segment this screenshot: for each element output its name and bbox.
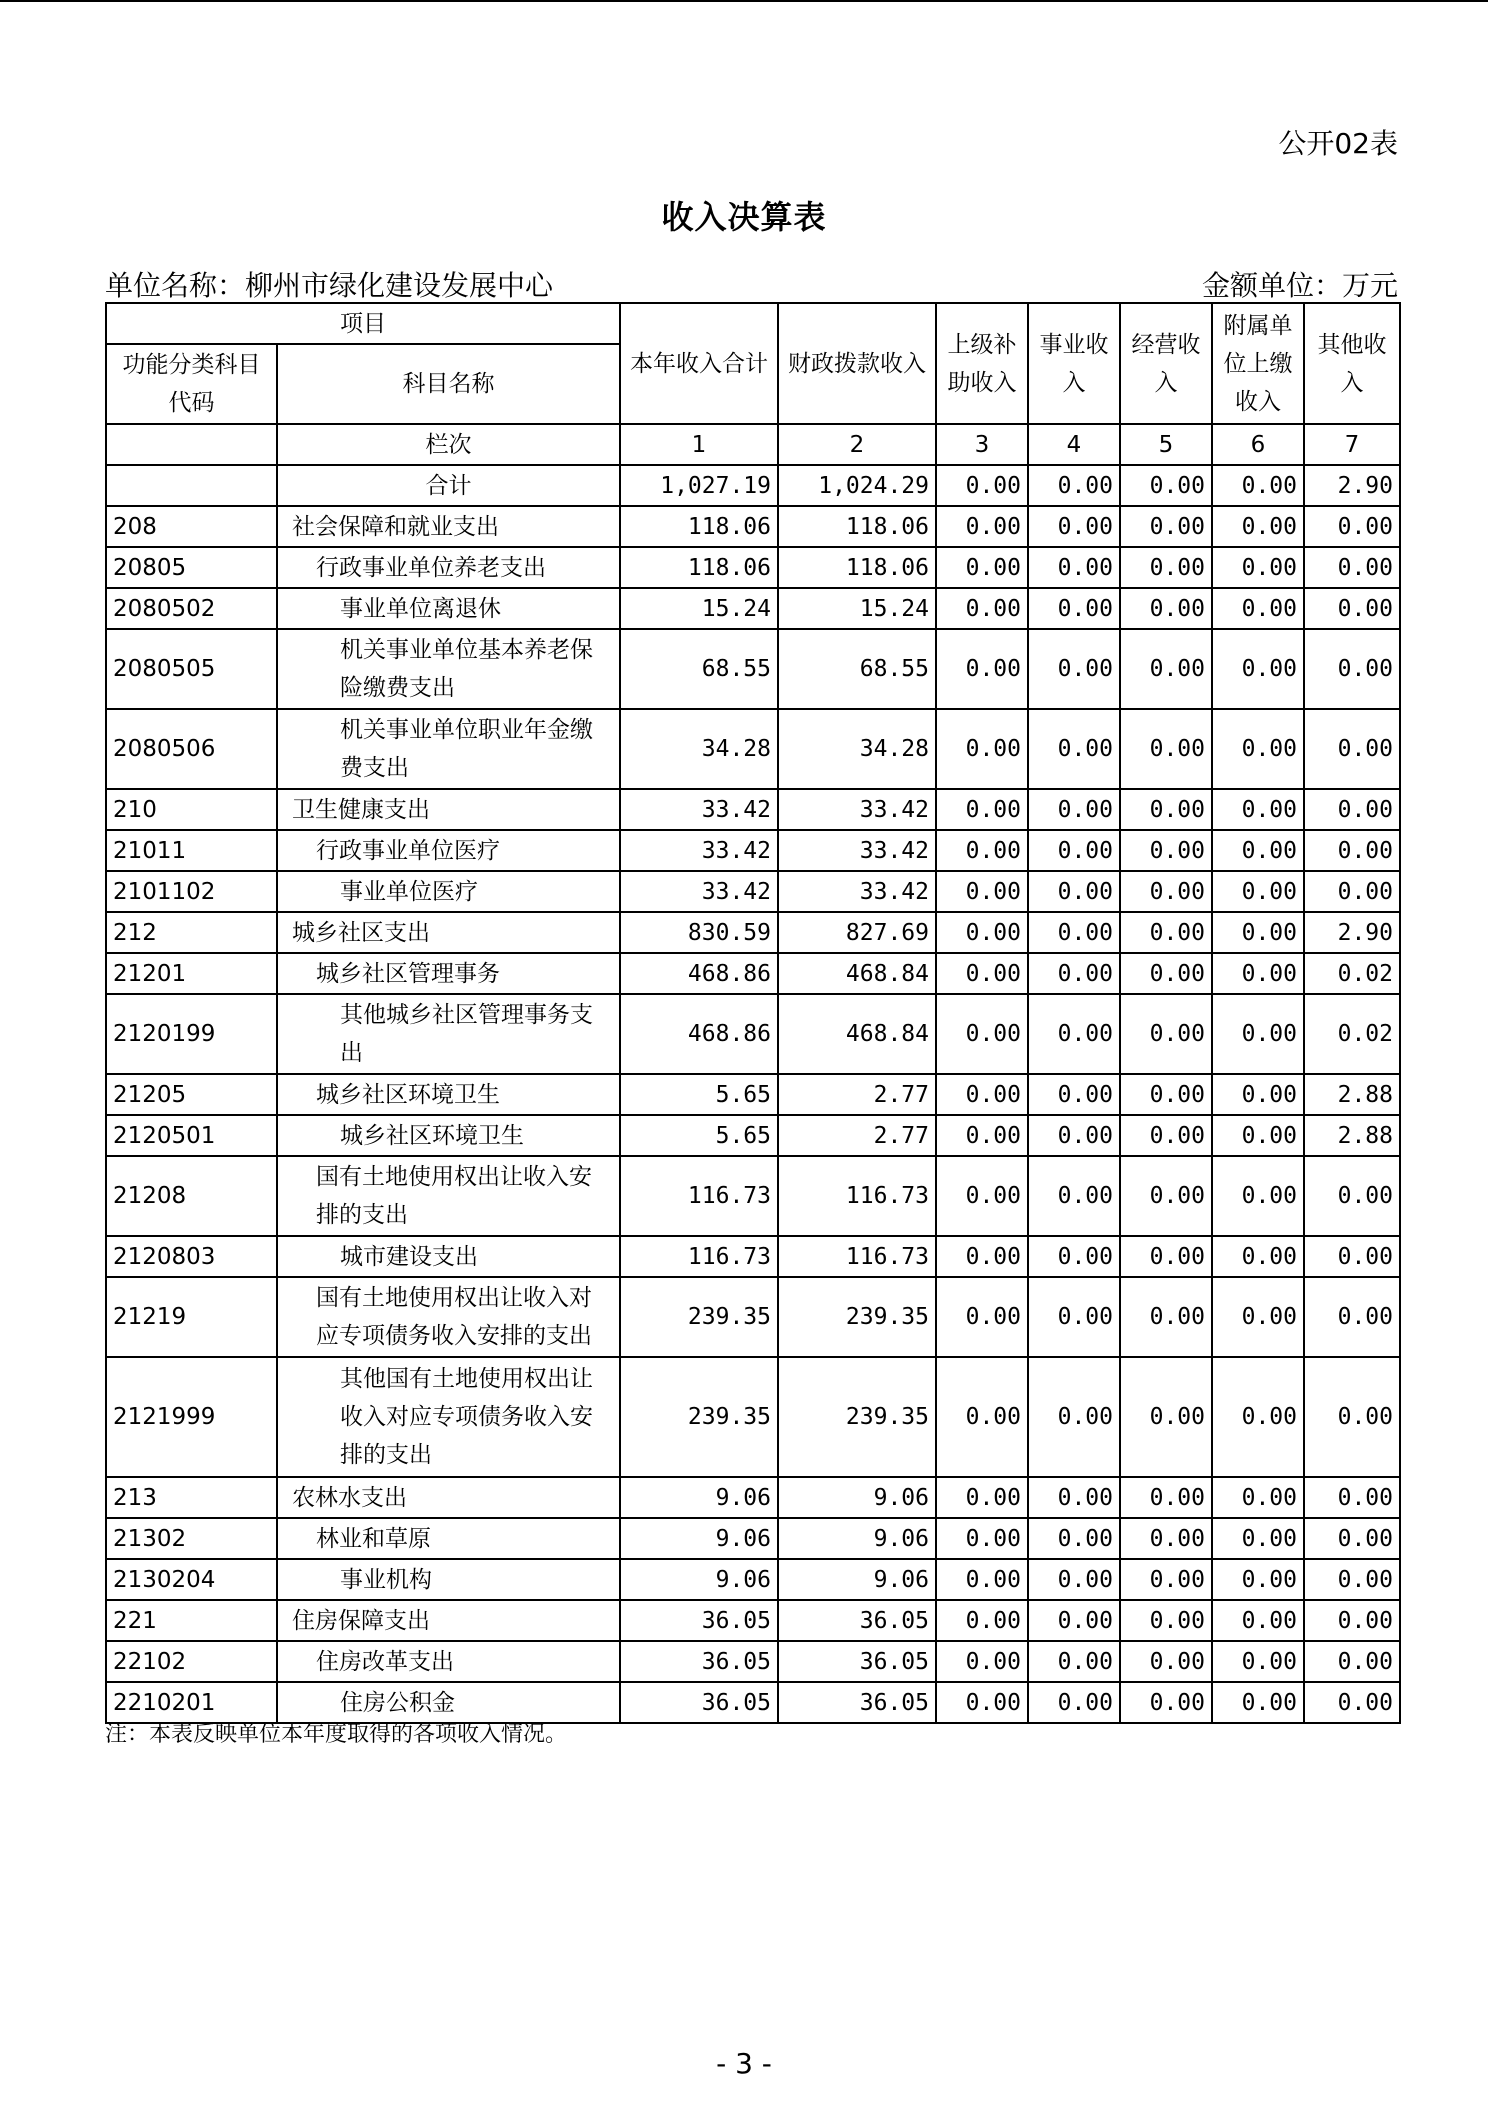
cell-total: 5.65 xyxy=(620,1115,778,1156)
cell-fiscal: 15.24 xyxy=(778,588,936,629)
cell-operating: 0.00 xyxy=(1120,465,1212,506)
cell-other: 0.02 xyxy=(1304,994,1400,1074)
cell-business: 0.00 xyxy=(1028,709,1120,789)
cell-affiliated: 0.00 xyxy=(1212,830,1304,871)
header-superior: 上级补助收入 xyxy=(936,303,1028,424)
cell-superior: 0.00 xyxy=(936,1600,1028,1641)
cell-operating: 0.00 xyxy=(1120,994,1212,1074)
row-code: 2101102 xyxy=(106,871,277,912)
row-name xyxy=(277,1641,620,1682)
cell-operating: 0.00 xyxy=(1120,1156,1212,1236)
cell-total: 33.42 xyxy=(620,871,778,912)
cell-fiscal: 36.05 xyxy=(778,1682,936,1723)
cell-superior: 0.00 xyxy=(936,506,1028,547)
cell-operating: 0.00 xyxy=(1120,1641,1212,1682)
table-row xyxy=(106,547,1400,588)
cell-total: 116.73 xyxy=(620,1156,778,1236)
cell-business: 0.00 xyxy=(1028,1559,1120,1600)
row-name xyxy=(277,1156,620,1236)
cell-operating: 0.00 xyxy=(1120,588,1212,629)
seq-5: 5 xyxy=(1120,424,1212,465)
table-row xyxy=(106,465,1400,506)
row-name: 合计 xyxy=(277,465,620,506)
row-name xyxy=(277,1357,620,1477)
row-name xyxy=(277,1115,620,1156)
row-name xyxy=(277,1477,620,1518)
cell-total: 33.42 xyxy=(620,789,778,830)
row-code xyxy=(106,465,277,506)
cell-total: 9.06 xyxy=(620,1559,778,1600)
cell-total: 36.05 xyxy=(620,1682,778,1723)
cell-other: 0.00 xyxy=(1304,1518,1400,1559)
table-row xyxy=(106,1236,1400,1277)
cell-superior: 0.00 xyxy=(936,629,1028,709)
row-name xyxy=(277,994,620,1074)
cell-other: 2.88 xyxy=(1304,1115,1400,1156)
header-affiliated: 附属单位上缴收入 xyxy=(1212,303,1304,424)
row-code: 20805 xyxy=(106,547,277,588)
table-row xyxy=(106,1559,1400,1600)
row-name-text: 事业单位医疗 xyxy=(340,878,478,905)
cell-total: 239.35 xyxy=(620,1277,778,1357)
cell-fiscal: 36.05 xyxy=(778,1600,936,1641)
cell-operating: 0.00 xyxy=(1120,709,1212,789)
cell-other: 2.90 xyxy=(1304,912,1400,953)
cell-affiliated: 0.00 xyxy=(1212,1559,1304,1600)
cell-other: 0.02 xyxy=(1304,953,1400,994)
row-name xyxy=(277,1518,620,1559)
cell-affiliated: 0.00 xyxy=(1212,1682,1304,1723)
row-name xyxy=(277,912,620,953)
row-name xyxy=(277,1074,620,1115)
row-name xyxy=(277,1277,620,1357)
table-row xyxy=(106,994,1400,1074)
row-code: 208 xyxy=(106,506,277,547)
cell-fiscal: 34.28 xyxy=(778,709,936,789)
cell-affiliated: 0.00 xyxy=(1212,1156,1304,1236)
cell-operating: 0.00 xyxy=(1120,912,1212,953)
cell-total: 34.28 xyxy=(620,709,778,789)
row-code: 212 xyxy=(106,912,277,953)
table-row xyxy=(106,912,1400,953)
table-row xyxy=(106,709,1400,789)
cell-total: 36.05 xyxy=(620,1641,778,1682)
cell-business: 0.00 xyxy=(1028,994,1120,1074)
cell-operating: 0.00 xyxy=(1120,871,1212,912)
cell-business: 0.00 xyxy=(1028,789,1120,830)
row-name-text: 事业机构 xyxy=(340,1566,432,1593)
table-row xyxy=(106,1600,1400,1641)
cell-other: 0.00 xyxy=(1304,830,1400,871)
cell-operating: 0.00 xyxy=(1120,1115,1212,1156)
cell-operating: 0.00 xyxy=(1120,830,1212,871)
header-operating: 经营收入 xyxy=(1120,303,1212,424)
header-name: 科目名称 xyxy=(277,344,620,424)
cell-fiscal: 239.35 xyxy=(778,1277,936,1357)
cell-superior: 0.00 xyxy=(936,1357,1028,1477)
page-number: - 3 - xyxy=(716,2047,772,2080)
cell-affiliated: 0.00 xyxy=(1212,1518,1304,1559)
cell-affiliated: 0.00 xyxy=(1212,709,1304,789)
row-code: 2120501 xyxy=(106,1115,277,1156)
cell-fiscal: 468.84 xyxy=(778,994,936,1074)
table-row xyxy=(106,1357,1400,1477)
cell-affiliated: 0.00 xyxy=(1212,465,1304,506)
cell-fiscal: 9.06 xyxy=(778,1559,936,1600)
income-table xyxy=(105,302,1401,1724)
row-name xyxy=(277,953,620,994)
row-code: 21219 xyxy=(106,1277,277,1357)
cell-business: 0.00 xyxy=(1028,506,1120,547)
header-business: 事业收入 xyxy=(1028,303,1120,424)
cell-total: 468.86 xyxy=(620,953,778,994)
seq-4: 4 xyxy=(1028,424,1120,465)
seq-3: 3 xyxy=(936,424,1028,465)
cell-superior: 0.00 xyxy=(936,1559,1028,1600)
header-total: 本年收入合计 xyxy=(620,303,778,424)
cell-operating: 0.00 xyxy=(1120,1236,1212,1277)
row-name-text: 社会保障和就业支出 xyxy=(292,513,499,540)
cell-operating: 0.00 xyxy=(1120,1357,1212,1477)
header-item: 项目 xyxy=(106,303,620,344)
cell-superior: 0.00 xyxy=(936,1477,1028,1518)
row-name-text: 住房保障支出 xyxy=(292,1607,430,1634)
cell-fiscal: 116.73 xyxy=(778,1156,936,1236)
cell-business: 0.00 xyxy=(1028,1641,1120,1682)
cell-business: 0.00 xyxy=(1028,1477,1120,1518)
cell-affiliated: 0.00 xyxy=(1212,789,1304,830)
cell-fiscal: 36.05 xyxy=(778,1641,936,1682)
row-code: 2120199 xyxy=(106,994,277,1074)
top-border-line xyxy=(0,0,1488,2)
cell-other: 0.00 xyxy=(1304,1600,1400,1641)
row-name-text: 机关事业单位基本养老保险缴费支出 xyxy=(340,637,593,701)
seq-1: 1 xyxy=(620,424,778,465)
cell-fiscal: 68.55 xyxy=(778,629,936,709)
cell-superior: 0.00 xyxy=(936,465,1028,506)
row-code: 21302 xyxy=(106,1518,277,1559)
cell-other: 0.00 xyxy=(1304,1641,1400,1682)
cell-business: 0.00 xyxy=(1028,830,1120,871)
table-row xyxy=(106,1156,1400,1236)
cell-affiliated: 0.00 xyxy=(1212,994,1304,1074)
cell-business: 0.00 xyxy=(1028,547,1120,588)
cell-other: 0.00 xyxy=(1304,1156,1400,1236)
row-code: 2080505 xyxy=(106,629,277,709)
cell-superior: 0.00 xyxy=(936,588,1028,629)
cell-operating: 0.00 xyxy=(1120,1600,1212,1641)
seq-blank-cell xyxy=(106,424,277,465)
cell-superior: 0.00 xyxy=(936,789,1028,830)
cell-operating: 0.00 xyxy=(1120,1518,1212,1559)
cell-affiliated: 0.00 xyxy=(1212,871,1304,912)
cell-fiscal: 33.42 xyxy=(778,871,936,912)
cell-superior: 0.00 xyxy=(936,1518,1028,1559)
row-code: 2130204 xyxy=(106,1559,277,1600)
row-name-text: 卫生健康支出 xyxy=(292,796,430,823)
cell-other: 0.00 xyxy=(1304,1357,1400,1477)
cell-affiliated: 0.00 xyxy=(1212,1600,1304,1641)
cell-fiscal: 468.84 xyxy=(778,953,936,994)
cell-business: 0.00 xyxy=(1028,588,1120,629)
row-name-text: 事业单位离退休 xyxy=(340,595,501,622)
row-name-text: 住房改革支出 xyxy=(316,1648,454,1675)
cell-business: 0.00 xyxy=(1028,1682,1120,1723)
cell-other: 0.00 xyxy=(1304,709,1400,789)
cell-business: 0.00 xyxy=(1028,1357,1120,1477)
table-row xyxy=(106,506,1400,547)
table-row xyxy=(106,588,1400,629)
cell-other: 0.00 xyxy=(1304,1682,1400,1723)
cell-business: 0.00 xyxy=(1028,1156,1120,1236)
row-name xyxy=(277,789,620,830)
row-code: 22102 xyxy=(106,1641,277,1682)
cell-operating: 0.00 xyxy=(1120,789,1212,830)
row-code: 210 xyxy=(106,789,277,830)
cell-business: 0.00 xyxy=(1028,1277,1120,1357)
cell-total: 830.59 xyxy=(620,912,778,953)
cell-business: 0.00 xyxy=(1028,871,1120,912)
cell-affiliated: 0.00 xyxy=(1212,1641,1304,1682)
amount-unit: 金额单位：万元 xyxy=(1201,269,1398,302)
cell-other: 2.88 xyxy=(1304,1074,1400,1115)
cell-fiscal: 9.06 xyxy=(778,1518,936,1559)
row-name xyxy=(277,1600,620,1641)
cell-fiscal: 33.42 xyxy=(778,789,936,830)
row-name-text: 农林水支出 xyxy=(292,1484,407,1511)
row-name-text: 城乡社区管理事务 xyxy=(316,960,500,987)
table-row xyxy=(106,629,1400,709)
row-code: 2210201 xyxy=(106,1682,277,1723)
cell-superior: 0.00 xyxy=(936,953,1028,994)
cell-other: 0.00 xyxy=(1304,1277,1400,1357)
cell-business: 0.00 xyxy=(1028,1115,1120,1156)
cell-other: 0.00 xyxy=(1304,1559,1400,1600)
cell-affiliated: 0.00 xyxy=(1212,953,1304,994)
cell-superior: 0.00 xyxy=(936,871,1028,912)
cell-fiscal: 9.06 xyxy=(778,1477,936,1518)
row-name-text: 国有土地使用权出让收入安排的支出 xyxy=(316,1164,592,1228)
row-name xyxy=(277,871,620,912)
cell-total: 118.06 xyxy=(620,547,778,588)
cell-business: 0.00 xyxy=(1028,1518,1120,1559)
cell-fiscal: 118.06 xyxy=(778,547,936,588)
table-row xyxy=(106,830,1400,871)
cell-fiscal: 827.69 xyxy=(778,912,936,953)
table-row xyxy=(106,871,1400,912)
row-name-text: 城乡社区环境卫生 xyxy=(316,1081,500,1108)
cell-total: 15.24 xyxy=(620,588,778,629)
cell-superior: 0.00 xyxy=(936,709,1028,789)
row-name xyxy=(277,1559,620,1600)
cell-operating: 0.00 xyxy=(1120,1074,1212,1115)
cell-operating: 0.00 xyxy=(1120,506,1212,547)
cell-fiscal: 239.35 xyxy=(778,1357,936,1477)
cell-fiscal: 33.42 xyxy=(778,830,936,871)
cell-total: 36.05 xyxy=(620,1600,778,1641)
row-name-text: 城乡社区环境卫生 xyxy=(340,1122,524,1149)
row-code: 21205 xyxy=(106,1074,277,1115)
cell-business: 0.00 xyxy=(1028,629,1120,709)
row-name-text: 行政事业单位医疗 xyxy=(316,837,500,864)
table-row xyxy=(106,1477,1400,1518)
cell-operating: 0.00 xyxy=(1120,1277,1212,1357)
cell-operating: 0.00 xyxy=(1120,1559,1212,1600)
page-title: 收入决算表 xyxy=(661,198,827,236)
cell-fiscal: 1,024.29 xyxy=(778,465,936,506)
row-name-text: 住房公积金 xyxy=(340,1689,455,1716)
row-name-text: 城乡社区支出 xyxy=(292,919,430,946)
row-code: 2120803 xyxy=(106,1236,277,1277)
cell-superior: 0.00 xyxy=(936,1641,1028,1682)
row-code: 221 xyxy=(106,1600,277,1641)
header-fiscal: 财政拨款收入 xyxy=(778,303,936,424)
cell-other: 0.00 xyxy=(1304,1477,1400,1518)
cell-other: 2.90 xyxy=(1304,465,1400,506)
unit-name: 单位名称：柳州市绿化建设发展中心 xyxy=(105,269,554,302)
cell-superior: 0.00 xyxy=(936,830,1028,871)
cell-superior: 0.00 xyxy=(936,1156,1028,1236)
seq-7: 7 xyxy=(1304,424,1400,465)
cell-superior: 0.00 xyxy=(936,1277,1028,1357)
cell-superior: 0.00 xyxy=(936,1115,1028,1156)
cell-affiliated: 0.00 xyxy=(1212,1357,1304,1477)
cell-superior: 0.00 xyxy=(936,994,1028,1074)
cell-operating: 0.00 xyxy=(1120,629,1212,709)
cell-business: 0.00 xyxy=(1028,1600,1120,1641)
row-name-text: 机关事业单位职业年金缴费支出 xyxy=(340,717,593,781)
seq-2: 2 xyxy=(778,424,936,465)
header-other: 其他收入 xyxy=(1304,303,1400,424)
table-row xyxy=(106,1115,1400,1156)
row-name-text: 城市建设支出 xyxy=(340,1243,478,1270)
row-name xyxy=(277,547,620,588)
row-name-text: 其他城乡社区管理事务支出 xyxy=(340,1002,593,1066)
cell-other: 0.00 xyxy=(1304,789,1400,830)
cell-superior: 0.00 xyxy=(936,1074,1028,1115)
cell-total: 468.86 xyxy=(620,994,778,1074)
row-name xyxy=(277,629,620,709)
cell-superior: 0.00 xyxy=(936,547,1028,588)
row-code: 21201 xyxy=(106,953,277,994)
cell-operating: 0.00 xyxy=(1120,547,1212,588)
table-row xyxy=(106,953,1400,994)
cell-operating: 0.00 xyxy=(1120,1477,1212,1518)
cell-total: 1,027.19 xyxy=(620,465,778,506)
cell-other: 0.00 xyxy=(1304,629,1400,709)
row-code: 2121999 xyxy=(106,1357,277,1477)
table-row xyxy=(106,1641,1400,1682)
row-code: 213 xyxy=(106,1477,277,1518)
cell-business: 0.00 xyxy=(1028,465,1120,506)
cell-operating: 0.00 xyxy=(1120,1682,1212,1723)
cell-affiliated: 0.00 xyxy=(1212,588,1304,629)
cell-affiliated: 0.00 xyxy=(1212,506,1304,547)
cell-total: 118.06 xyxy=(620,506,778,547)
table-row xyxy=(106,1277,1400,1357)
row-name xyxy=(277,1236,620,1277)
cell-business: 0.00 xyxy=(1028,953,1120,994)
seq-6: 6 xyxy=(1212,424,1304,465)
row-name-text: 其他国有土地使用权出让收入对应专项债务收入安排的支出 xyxy=(340,1366,593,1468)
row-code: 2080506 xyxy=(106,709,277,789)
table-row xyxy=(106,1518,1400,1559)
cell-fiscal: 118.06 xyxy=(778,506,936,547)
seq-label: 栏次 xyxy=(277,424,620,465)
row-name-text: 国有土地使用权出让收入对应专项债务收入安排的支出 xyxy=(316,1285,592,1349)
row-code: 21208 xyxy=(106,1156,277,1236)
cell-fiscal: 2.77 xyxy=(778,1074,936,1115)
cell-operating: 0.00 xyxy=(1120,953,1212,994)
cell-affiliated: 0.00 xyxy=(1212,629,1304,709)
table-row xyxy=(106,1074,1400,1115)
cell-superior: 0.00 xyxy=(936,1682,1028,1723)
cell-other: 0.00 xyxy=(1304,588,1400,629)
row-code: 21011 xyxy=(106,830,277,871)
cell-affiliated: 0.00 xyxy=(1212,547,1304,588)
row-name xyxy=(277,709,620,789)
cell-superior: 0.00 xyxy=(936,1236,1028,1277)
cell-other: 0.00 xyxy=(1304,871,1400,912)
cell-business: 0.00 xyxy=(1028,912,1120,953)
cell-total: 239.35 xyxy=(620,1357,778,1477)
cell-fiscal: 116.73 xyxy=(778,1236,936,1277)
cell-total: 33.42 xyxy=(620,830,778,871)
header-code: 功能分类科目代码 xyxy=(106,344,277,424)
cell-business: 0.00 xyxy=(1028,1236,1120,1277)
cell-affiliated: 0.00 xyxy=(1212,1074,1304,1115)
table-row xyxy=(106,789,1400,830)
cell-fiscal: 2.77 xyxy=(778,1115,936,1156)
cell-affiliated: 0.00 xyxy=(1212,1236,1304,1277)
row-name-text: 林业和草原 xyxy=(316,1525,431,1552)
cell-affiliated: 0.00 xyxy=(1212,912,1304,953)
cell-other: 0.00 xyxy=(1304,547,1400,588)
cell-affiliated: 0.00 xyxy=(1212,1277,1304,1357)
cell-total: 68.55 xyxy=(620,629,778,709)
cell-superior: 0.00 xyxy=(936,912,1028,953)
form-number: 公开02表 xyxy=(1278,127,1398,160)
cell-total: 116.73 xyxy=(620,1236,778,1277)
row-code: 2080502 xyxy=(106,588,277,629)
cell-total: 9.06 xyxy=(620,1477,778,1518)
row-name xyxy=(277,830,620,871)
cell-business: 0.00 xyxy=(1028,1074,1120,1115)
cell-total: 9.06 xyxy=(620,1518,778,1559)
cell-affiliated: 0.00 xyxy=(1212,1477,1304,1518)
footnote: 注：本表反映单位本年度取得的各项收入情况。 xyxy=(105,1722,568,1747)
cell-other: 0.00 xyxy=(1304,506,1400,547)
row-name-text: 行政事业单位养老支出 xyxy=(316,554,546,581)
cell-total: 5.65 xyxy=(620,1074,778,1115)
row-name xyxy=(277,588,620,629)
cell-affiliated: 0.00 xyxy=(1212,1115,1304,1156)
row-name xyxy=(277,506,620,547)
cell-other: 0.00 xyxy=(1304,1236,1400,1277)
